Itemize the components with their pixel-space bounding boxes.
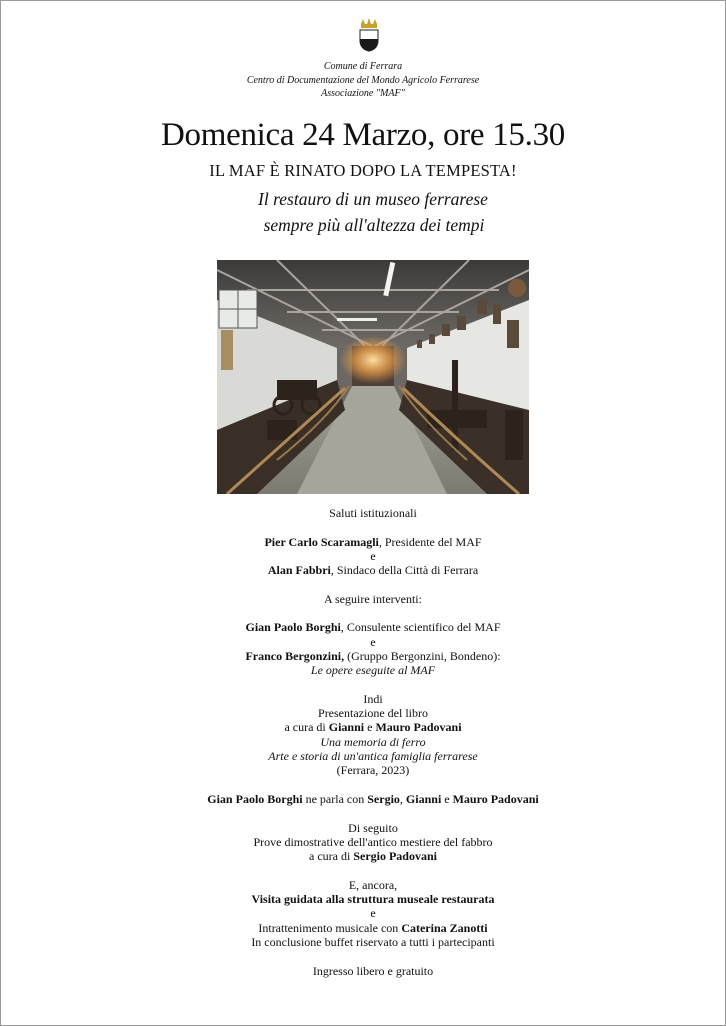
program-speaker	[0, 649, 726, 663]
program-buffet: In conclusione buffet riservato a tutti i partecipanti	[251, 934, 495, 949]
speaker-name: Alan Fabbri	[267, 563, 331, 578]
conjunction-text: e	[364, 720, 376, 735]
event-subtitle: IL MAF È RINATO DOPO LA TEMPESTA!	[209, 161, 517, 180]
guest-name: Sergio	[367, 791, 400, 806]
program-di-seguito: Di seguito	[348, 820, 398, 835]
program-visita	[0, 892, 726, 906]
institution-header	[0, 60, 726, 101]
program-a-seguire: A seguire interventi:	[324, 591, 422, 606]
header-line: Associazione "MAF"	[321, 88, 405, 99]
event-tagline	[0, 186, 726, 238]
program-curators	[0, 720, 726, 734]
tagline-line: Il restauro di un museo ferrarese	[258, 189, 488, 209]
event-date-title: Domenica 24 Marzo, ore 15.30	[161, 117, 565, 153]
program-conjunction: e	[370, 906, 376, 921]
tagline-line: sempre più all'altezza dei tempi	[263, 215, 485, 235]
program-speaker	[0, 535, 726, 549]
program-curator	[0, 849, 726, 863]
program-speaker	[0, 620, 726, 634]
speaker-role: (Gruppo Bergonzini, Bondeno):	[344, 648, 501, 663]
book-title: Una memoria di ferro	[320, 734, 426, 749]
program-ingresso: Ingresso libero e gratuito	[312, 963, 434, 978]
curator-name: Sergio Padovani	[353, 849, 437, 864]
ferrara-crest-icon	[357, 18, 381, 52]
speaker-role: , Presidente del MAF	[378, 534, 482, 549]
program-talk	[0, 792, 726, 806]
music-text: Intrattenimento musicale con	[258, 920, 402, 935]
curators-label: a cura di	[284, 720, 329, 735]
book-subtitle: Arte e storia di un'antica famiglia ferrarese	[268, 749, 478, 764]
program-presentazione: Presentazione del libro	[318, 706, 428, 721]
speaker-topic: Le opere eseguite al MAF	[310, 663, 436, 678]
separator-text: ,	[399, 791, 406, 806]
speaker-role: , Consulente scientifico del MAF	[340, 620, 501, 635]
conjunction-text: e	[441, 791, 453, 806]
header-line: Centro di Documentazione del Mondo Agricolo Ferrarese	[246, 74, 480, 86]
curator-name: Gianni	[328, 720, 365, 735]
program-prove: Prove dimostrative dell'antico mestiere del fabbro	[253, 834, 493, 849]
museum-interior-photo	[217, 260, 529, 494]
guest-name: Mauro Padovani	[452, 791, 539, 806]
header-line: Comune di Ferrara	[323, 61, 403, 72]
program-e-ancora: E, ancora,	[348, 877, 398, 892]
program-conjunction: e	[370, 634, 376, 649]
program-music	[0, 921, 726, 935]
guest-name: Gianni	[405, 791, 442, 806]
curators-label: a cura di	[309, 849, 354, 864]
talk-text: ne parla con	[302, 791, 368, 806]
program-saluti: Saluti istituzionali	[329, 506, 417, 520]
book-year: (Ferrara, 2023)	[336, 763, 410, 778]
speaker-name: Gian Paolo Borghi	[207, 791, 303, 806]
speaker-role: , Sindaco della Città di Ferrara	[330, 563, 479, 578]
curator-name: Mauro Padovani	[375, 720, 462, 735]
speaker-name: Franco Bergonzini,	[245, 648, 345, 663]
event-program	[0, 506, 726, 978]
speaker-name: Pier Carlo Scaramagli	[264, 534, 379, 549]
performer-name: Caterina Zanotti	[401, 920, 488, 935]
program-speaker	[0, 563, 726, 577]
visita-text: Visita guidata alla struttura museale restaurata	[251, 892, 495, 907]
program-conjunction: e	[370, 548, 376, 563]
program-indi: Indi	[363, 691, 383, 706]
speaker-name: Gian Paolo Borghi	[245, 620, 341, 635]
